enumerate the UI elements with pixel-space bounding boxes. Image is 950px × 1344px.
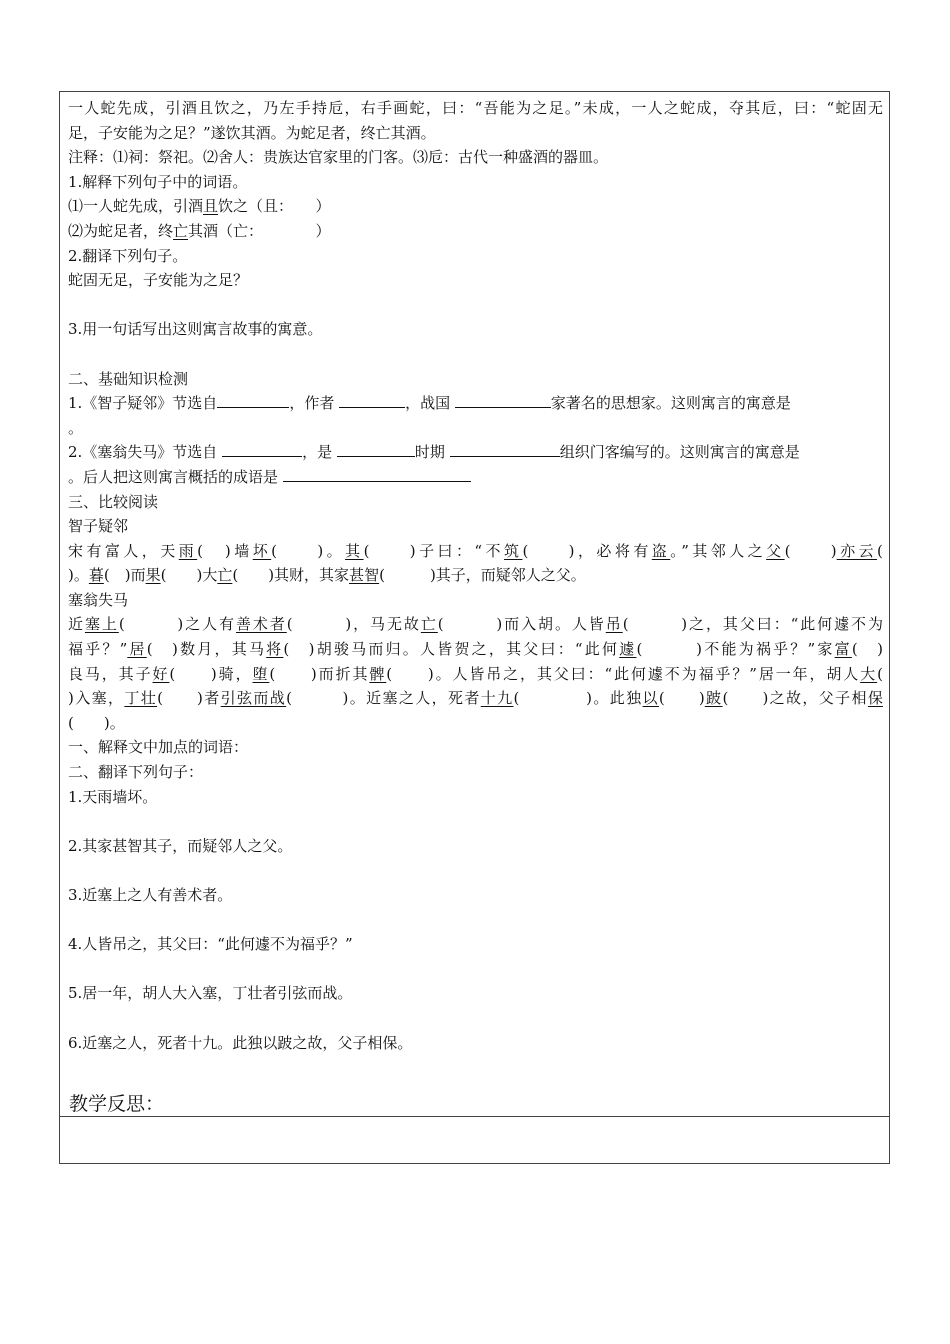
passage-text: 福乎？” bbox=[68, 640, 128, 659]
dotted-word: 将 bbox=[266, 640, 284, 659]
dotted-word: 亡 bbox=[217, 566, 233, 585]
passage-text: ( )大 bbox=[160, 566, 218, 585]
passage-2-line-4 bbox=[68, 686, 883, 711]
passage-text: 良马，其子 bbox=[68, 664, 153, 683]
part-2-item-2-line-2 bbox=[68, 465, 883, 490]
passage-text: ( bbox=[877, 664, 883, 683]
blank-line bbox=[339, 393, 405, 408]
answer-space bbox=[68, 957, 883, 982]
task-1: 一、解释文中加点的词语： bbox=[68, 738, 249, 757]
answer-space bbox=[68, 342, 883, 367]
passage-text: ( )，马无故 bbox=[286, 615, 421, 634]
passage-text: ( )胡骏马而归。人皆贺之，其父曰：“此何 bbox=[283, 640, 620, 659]
question-3-title: 3.用一句话写出这则寓言故事的寓意。 bbox=[68, 320, 323, 339]
blank-line bbox=[455, 393, 551, 408]
question-1b-word: 亡 bbox=[173, 221, 189, 240]
passage-1-title: 智子疑邻 bbox=[68, 517, 129, 536]
dotted-word: 筑 bbox=[504, 541, 523, 560]
story-line-2: 足，子安能为之足？”遂饮其酒。为蛇足者，终亡其酒。 bbox=[68, 123, 436, 142]
passage-text: ( )而入胡。人皆 bbox=[437, 615, 606, 634]
passage-text: ( )其子，而疑邻人之父。 bbox=[379, 566, 586, 585]
dotted-word: 甚 bbox=[349, 566, 365, 585]
passage-text: ( ) bbox=[658, 689, 705, 708]
passage-text: ( )骑， bbox=[169, 664, 253, 683]
passage-text: 宋有富人，天 bbox=[68, 541, 179, 560]
translate-sentence-2: 2.其家甚智其子，而疑邻人之父。 bbox=[68, 836, 293, 855]
passage-text: ( )之，其父曰：“此何遽不为 bbox=[622, 615, 883, 634]
dotted-word: 坏 bbox=[252, 541, 272, 560]
dotted-word: 大 bbox=[860, 664, 878, 683]
passage-text: ( )而 bbox=[103, 566, 146, 585]
question-2-title: 2.翻译下列句子。 bbox=[68, 246, 188, 265]
question-1a-word: 且 bbox=[203, 197, 219, 216]
question-1a-pre: ⑴一人蛇先成，引酒 bbox=[68, 197, 204, 216]
part-2-item-1 bbox=[68, 391, 883, 416]
passage-text: ( )墙 bbox=[197, 541, 253, 560]
question-1-title: 1.解释下列句子中的词语。 bbox=[68, 172, 248, 191]
dotted-word: 引弦而战 bbox=[220, 689, 287, 708]
dotted-word: 父 bbox=[766, 541, 785, 560]
passage-text: ( )。人皆吊之，其父曰：“此何遽不为福乎？”居一年，胡人 bbox=[386, 664, 861, 683]
passage-2-line-3 bbox=[68, 662, 883, 687]
blank-line bbox=[222, 442, 302, 457]
story-notes: 注释：⑴祠：祭祀。⑵舍人：贵族达官家里的门客。⑶卮：古代一种盛酒的器皿。 bbox=[68, 148, 609, 167]
part-2-item-1-b: ，作者 bbox=[289, 394, 335, 413]
passage-text: )。 bbox=[68, 566, 89, 585]
passage-1-line-1 bbox=[68, 539, 883, 564]
dotted-word: 髀 bbox=[369, 664, 387, 683]
answer-space bbox=[68, 293, 883, 318]
part-2-item-2 bbox=[68, 440, 883, 465]
passage-text: ( )。近塞之人，死者 bbox=[286, 689, 481, 708]
answer-space bbox=[68, 809, 883, 834]
translate-sentence-5: 5.居一年，胡人大入塞，丁壮者引弦而战。 bbox=[68, 984, 353, 1003]
dotted-word: 暮 bbox=[88, 566, 104, 585]
passage-2-line-1 bbox=[68, 612, 883, 637]
part-2-item-2-b: ，是 bbox=[302, 443, 333, 462]
answer-space bbox=[68, 1006, 883, 1031]
worksheet-frame bbox=[59, 91, 890, 1164]
dotted-word: 以 bbox=[642, 689, 659, 708]
dotted-word: 富 bbox=[834, 640, 852, 659]
passage-text: 近 bbox=[68, 615, 85, 634]
dotted-word: 跛 bbox=[704, 689, 723, 708]
passage-text: 。”其邻人之 bbox=[670, 541, 767, 560]
dotted-word: 亦云 bbox=[836, 541, 878, 560]
passage-text: ( ) bbox=[784, 541, 837, 560]
dotted-word: 遽 bbox=[619, 640, 637, 659]
dotted-word: 保 bbox=[867, 689, 883, 708]
passage-1-line-2 bbox=[68, 563, 883, 588]
task-2: 二、翻译下列句子： bbox=[68, 763, 204, 782]
dotted-word: 好 bbox=[152, 664, 170, 683]
part-2-item-2-c: 时期 bbox=[414, 443, 445, 462]
dotted-word: 亡 bbox=[420, 615, 438, 634]
part-2-item-1-d: 家著名的思想家。这则寓言的寓意是 bbox=[550, 394, 791, 413]
worksheet-content bbox=[68, 96, 883, 1055]
dotted-word: 十九 bbox=[480, 689, 514, 708]
translate-sentence-4: 4.人皆吊之，其父曰：“此何遽不为福乎？” bbox=[68, 935, 353, 954]
part-3-heading: 三、比较阅读 bbox=[68, 492, 159, 511]
passage-text: ( bbox=[877, 541, 883, 560]
part-2-item-1-c: ，战国 bbox=[405, 394, 451, 413]
passage-text: ( )。此独 bbox=[513, 689, 643, 708]
blank-line bbox=[337, 442, 415, 457]
passage-text: ( )之故，父子相 bbox=[722, 689, 868, 708]
dotted-word: 果 bbox=[145, 566, 161, 585]
passage-2-line-2 bbox=[68, 637, 883, 662]
translate-sentence-3: 3.近塞上之人有善术者。 bbox=[68, 886, 233, 904]
dotted-word: 雨 bbox=[178, 541, 198, 560]
passage-text: ( )者 bbox=[157, 689, 221, 708]
question-1b bbox=[68, 219, 883, 244]
translate-sentence-1: 1.天雨墙坏。 bbox=[68, 787, 158, 806]
part-2-item-2-d: 组织门客编写的。这则寓言的寓意是 bbox=[559, 443, 800, 462]
passage-text: ( )而折其 bbox=[269, 664, 370, 683]
part-2-heading: 二、基础知识检测 bbox=[68, 369, 189, 388]
passage-text: ( )不能为祸乎？”家 bbox=[636, 640, 835, 659]
passage-2-line-5: ( )。 bbox=[68, 713, 125, 732]
question-2-sentence: 蛇固无足，子安能为之足？ bbox=[68, 271, 249, 290]
answer-space bbox=[68, 908, 883, 933]
dotted-word: 吊 bbox=[605, 615, 623, 634]
dotted-word: 善术者 bbox=[235, 615, 287, 634]
story-line-1: 一人蛇先成，引酒且饮之，乃左手持卮，右手画蛇，曰：“吾能为之足。”未成，一人之蛇成，夺其卮，曰：“蛇固无 bbox=[68, 99, 883, 117]
dotted-word: 智 bbox=[364, 566, 380, 585]
dotted-word: 丁壮 bbox=[124, 689, 158, 708]
passage-text: )入塞， bbox=[68, 689, 125, 708]
passage-text: ( )数月，其马 bbox=[146, 640, 267, 659]
part-2-item-2-a: 2.《塞翁失马》节选自 bbox=[68, 443, 218, 462]
passage-text: ( ) bbox=[851, 640, 883, 659]
blank-line bbox=[283, 467, 471, 482]
question-1b-post: 其酒（亡： ） bbox=[188, 221, 331, 240]
dotted-word: 塞上 bbox=[84, 615, 119, 634]
blank-line bbox=[450, 442, 560, 457]
question-1a bbox=[68, 194, 883, 219]
answer-space bbox=[68, 858, 883, 883]
part-2-item-1-a: 1.《智子疑邻》节选自 bbox=[68, 394, 218, 413]
passage-text: ( )其财，其家 bbox=[232, 566, 350, 585]
translate-sentence-6: 6.近塞之人，死者十九。此独以跛之故，父子相保。 bbox=[68, 1033, 413, 1052]
part-2-item-1-end: 。 bbox=[68, 418, 84, 437]
question-1a-post: 饮之（且： ） bbox=[218, 197, 331, 216]
passage-text: ( )。 bbox=[271, 541, 346, 560]
passage-text: ( )之人有 bbox=[118, 615, 236, 634]
dotted-word: 盗 bbox=[651, 541, 671, 560]
blank-line bbox=[217, 393, 289, 408]
passage-text: ( )子曰：“不 bbox=[363, 541, 505, 560]
dotted-word: 其 bbox=[345, 541, 364, 560]
reflection-title: 教学反思： bbox=[69, 1093, 165, 1115]
question-1b-pre: ⑵为蛇足者，终 bbox=[68, 221, 174, 240]
dotted-word: 居 bbox=[127, 640, 147, 659]
passage-text: ( )，必将有 bbox=[522, 541, 652, 560]
part-2-item-2-line-2-text: 。后人把这则寓言概括的成语是 bbox=[68, 467, 279, 486]
reflection-divider bbox=[60, 1116, 889, 1117]
passage-2-title: 塞翁失马 bbox=[68, 590, 129, 609]
dotted-word: 堕 bbox=[252, 664, 270, 683]
